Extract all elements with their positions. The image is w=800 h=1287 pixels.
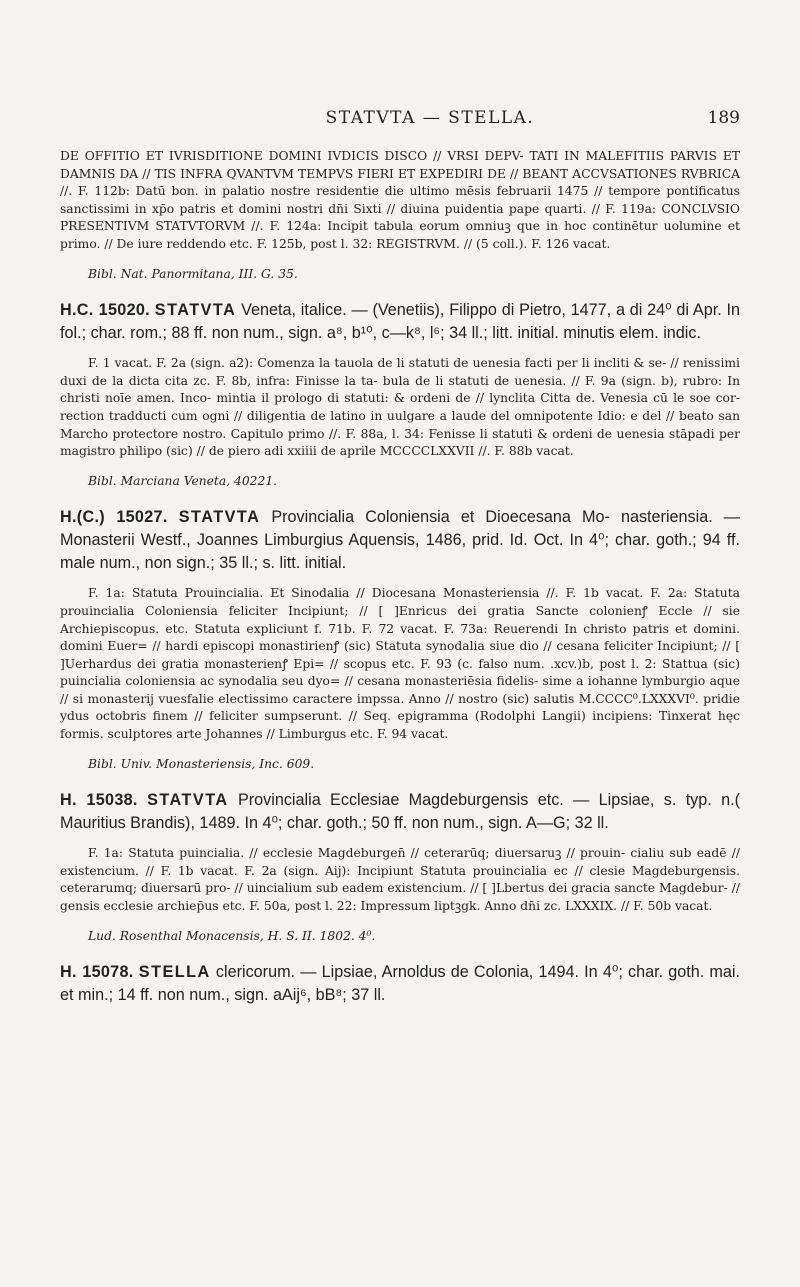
catalog-entry — [60, 789, 740, 945]
entry-library: Bibl. Univ. Monasteriensis, Inc. 609. — [88, 756, 315, 771]
catalog-entry — [60, 961, 740, 1007]
entry-heading-text: clericorum. — Lipsiae, Arnoldus de Colonia, 1494. In 4⁰; char. goth. mai. et min.; 14 ff. non num., sign. aAij⁶, bB⁸; 37 ll. — [60, 963, 741, 1005]
entry-number: H. 15078. — [60, 963, 134, 982]
page-body — [60, 148, 740, 1017]
entry-heading — [60, 299, 740, 345]
entry-keyword: STATVTA — [178, 508, 261, 527]
entry-description: F. 1 vacat. F. 2a (sign. a2): Comenza la tauola de li statuti de uenesia facti per li incliti & se- // renissimi duxi de la dicta cita zc. F. 8b, infra: Finisse la ta- bula de li statuti de uenesia. // F. 9a (sign. b), rubro: In christi noīe amen. Inco- mintia il prologo di statuti: & ordeni de // lynclita Citta de. Venesia cū le soe cor- rection tradducti cum ogni // diligentia de latino in uulgare a laude del omnipotente Idio: e del // beato san Marcho protectore nostro. Capitulo primo //. F. 88a, l. 34: Fenisse li statuti & ordeni de uenesia stāpadi per magistro philipo (sic) // de piero adi xxiiii de aprile MCCCCLXXVII //. F. 88b vacat. — [60, 356, 740, 459]
continuation-library: Bibl. Nat. Panormitana, III. G. 35. — [88, 266, 298, 281]
entry-heading-text: Provincialia Coloniensia et Dioecesana Mo- nasteriensia. — Monasterii Westf., Joannes Limburgius Aquensis, 1486, prid. Id. Oct. In 4⁰; char. goth.; 94 ff. male num., non sign.; 35 ll.; s. litt. initial. — [60, 508, 740, 573]
entry-keyword: STATVTA — [147, 791, 229, 810]
entry-keyword: STELLA — [138, 963, 211, 982]
running-head — [0, 108, 800, 132]
continuation-paragraph: DE OFFITIO ET IVRISDITIONE DOMINI IVDICIS DISCO // VRSI DEPV- TATI IN MALEFITIIS PARVIS ET DAMNIS DA // TIS INFRA QVANTVM TEMPVS FIERI ET EXPEDIRI DE // BEANT ACCVSATIONES RVBRICA //. F. 112b: Datū bon. in palatio nostre residentie die ultimo mēsis februarii 1475 // tempore pontificatus sanctissimi in xp̄o patris et domini nostri dn̄i Sixti // diuina puidentia pape quarti. // F. 119a: CONCLVSIO PRESENTIVM STATVTORVM //. F. 124a: Incipit tabula eorum omniuꝫ que in hoc continētur uolumine et primo. // De iure reddendo etc. F. 125b, post l. 32: REGISTRVM. // (5 coll.). F. 126 vacat. — [60, 149, 740, 251]
entry-number: H.C. 15020. — [60, 301, 150, 320]
entry-keyword: STATVTA — [154, 301, 237, 320]
entry-description: F. 1a: Statuta Prouincialia. Et Sinodalia // Diocesana Monasteriensia //. F. 1b vacat. F. 2a: Statuta prouincialia Coloniensia feliciter Incipiunt; // [ ]Enricus dei gratia Sancte colonienꝭ Eccle // sie Archiepiscopus. etc. Statuta expliciunt f. 71b. F. 72 vacat. F. 73a: Reuerendi In christo patris et domini. domini Euer= // hardi episcopi monastirienꝭ (sic) Statuta synodalia siue dio // cesana feliciter Incipiunt; // [ ]Uerhardus dei gratia monasterienꝭ Epi= // scopus etc. F. 93 (c. falso num. .xcv.)b, post l. 2: Stattua (sic) puincialia coloniensia ac synodalia seu dyo= // cesana monasteriēsia fidelis- sime a iohanne lymburgio aque // si monasterij vuesfalie electissimo caractere impssa. Anno // nostro (sic) salutis M.CCCC⁰.LXXXVI⁰. pridie ydus octobris finem // feliciter sumpserunt. // Seq. epigramma (Rodolphi Langii) incipiens: Tinxerat hęc formis. sculptores arte Johannes // Limburgus etc. F. 94 vacat. — [60, 586, 740, 742]
entry-heading — [60, 506, 740, 575]
entry-heading-text: Veneta, italice. — (Venetiis), Filippo di Pietro, 1477, a di 24⁰ di Apr. In fol.; char. rom.; 88 ff. non num., sign. a⁸, b¹⁰, c—k⁸, l⁶; 34 ll.; litt. initial. minutis elem. indic. — [60, 301, 741, 343]
entry-number: H.(C.) 15027. — [60, 508, 168, 527]
page-number: 189 — [707, 108, 740, 128]
catalog-entry — [60, 506, 740, 773]
entry-number: H. 15038. — [60, 791, 138, 810]
catalog-entry — [60, 299, 740, 490]
entry-heading — [60, 961, 740, 1007]
running-title: STATVTA — STELLA. — [325, 108, 535, 128]
entry-library: Lud. Rosenthal Monacensis, H. S. II. 1802. 4⁰. — [88, 928, 376, 943]
entry-description: F. 1a: Statuta puincialia. // ecclesie Magdeburgen̄ // ceterarūq; diuersaruꝫ // prouin- cialiu sub eadē // existencium. // F. 1b vacat. F. 2a (sign. Aij): Incipiunt Statuta prouincialia ec // clesie Magdeburgensis. ceterarumq; diuersarū pro- // uincialium sub eadem existencium. // [ ]Lbertus dei gracia sancte Magdebur- // gensis ecclesie archiep̄us etc. F. 50a, post l. 22: Impressum liptꝫgk. Anno dn̄i zc. LXXXIX. // F. 50b vacat. — [60, 846, 740, 914]
entry-heading-text: Provincialia Ecclesiae Magdeburgensis etc. — Lipsiae, s. typ. n.( Mauritius Brandis), 1489. In 4⁰; char. goth.; 50 ff. non num., sign. A—G; 32 ll. — [60, 791, 741, 833]
entry-heading — [60, 789, 740, 835]
entry-library: Bibl. Marciana Veneta, 40221. — [88, 473, 278, 488]
